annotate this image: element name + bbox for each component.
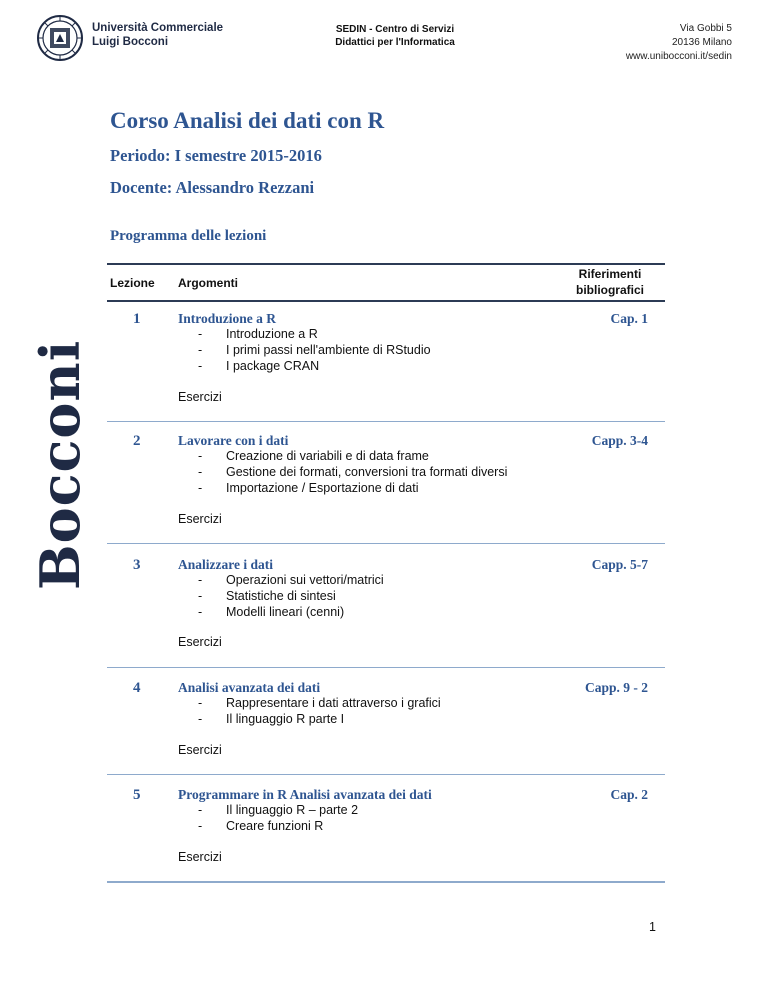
header-references-line2: bibliografici bbox=[575, 283, 644, 297]
lesson-title: Analisi avanzata dei dati bbox=[178, 680, 321, 695]
topic-item: - Creazione di variabili e di data frame bbox=[198, 448, 507, 464]
address-line1: Via Gobbi 5 bbox=[679, 23, 732, 34]
lesson-topic-list bbox=[198, 695, 441, 727]
lesson-reference: Cap. 2 bbox=[610, 787, 648, 802]
lesson-reference: Capp. 3-4 bbox=[591, 433, 648, 448]
table-bottom-rule bbox=[107, 881, 665, 883]
lesson-exercises: Esercizi bbox=[178, 512, 222, 526]
center-name-line2: Didattici per l'Informatica bbox=[335, 37, 455, 48]
program-title: Programma delle lezioni bbox=[110, 228, 267, 244]
lesson-topic-list bbox=[198, 802, 358, 834]
lesson-reference: Capp. 9 - 2 bbox=[584, 680, 648, 695]
address-line2: 20136 Milano bbox=[671, 37, 732, 48]
lesson-reference: Cap. 1 bbox=[610, 311, 648, 326]
lesson-exercises: Esercizi bbox=[178, 390, 222, 404]
topic-item: - Operazioni sui vettori/matrici bbox=[198, 572, 384, 588]
topic-item: - Il linguaggio R parte I bbox=[198, 711, 441, 727]
lesson-number: 3 bbox=[133, 557, 141, 573]
topic-item: - I package CRAN bbox=[198, 358, 431, 374]
lesson-topic-list bbox=[198, 326, 431, 374]
row-divider bbox=[107, 667, 665, 668]
topic-item: - Creare funzioni R bbox=[198, 818, 358, 834]
course-teacher: Docente: Alessandro Rezzani bbox=[110, 178, 315, 197]
row-divider bbox=[107, 543, 665, 544]
bocconi-brand-logo: Bocconi bbox=[28, 339, 92, 590]
topic-item: - Statistiche di sintesi bbox=[198, 588, 384, 604]
header-references-line1: Riferimenti bbox=[578, 267, 642, 281]
topic-item: - Importazione / Esportazione di dati bbox=[198, 480, 507, 496]
university-seal-icon bbox=[36, 14, 84, 62]
lesson-number: 1 bbox=[133, 311, 141, 327]
lesson-exercises: Esercizi bbox=[178, 743, 222, 757]
lesson-number: 4 bbox=[133, 680, 141, 696]
lesson-number: 5 bbox=[133, 787, 141, 803]
lesson-topic-list bbox=[198, 572, 384, 620]
page-number: 1 bbox=[649, 920, 656, 934]
lesson-number: 2 bbox=[133, 433, 141, 449]
university-name-line2: Luigi Bocconi bbox=[92, 36, 169, 48]
course-period: Periodo: I semestre 2015-2016 bbox=[110, 146, 322, 165]
center-name-line1: SEDIN - Centro di Servizi bbox=[335, 24, 455, 35]
lesson-title: Introduzione a R bbox=[178, 311, 277, 326]
lesson-topic-list bbox=[198, 448, 507, 496]
course-title: Corso Analisi dei dati con R bbox=[110, 108, 385, 133]
header-lesson: Lezione bbox=[110, 276, 155, 290]
lesson-exercises: Esercizi bbox=[178, 850, 222, 864]
topic-item: - Rappresentare i dati attraverso i grafici bbox=[198, 695, 441, 711]
lesson-exercises: Esercizi bbox=[178, 635, 222, 649]
topic-item: - I primi passi nell'ambiente di RStudio bbox=[198, 342, 431, 358]
lesson-title: Programmare in R Analisi avanzata dei dati bbox=[178, 787, 432, 802]
row-divider bbox=[107, 421, 665, 422]
lesson-title: Analizzare i dati bbox=[178, 557, 273, 572]
header-topics: Argomenti bbox=[178, 276, 238, 290]
topic-item: - Introduzione a R bbox=[198, 326, 431, 342]
university-name-line1: Università Commerciale bbox=[92, 22, 224, 34]
lesson-reference: Capp. 5-7 bbox=[591, 557, 648, 572]
topic-item: - Il linguaggio R – parte 2 bbox=[198, 802, 358, 818]
table-top-rule bbox=[107, 263, 665, 265]
table-header-rule bbox=[107, 300, 665, 302]
topic-item: - Modelli lineari (cenni) bbox=[198, 604, 384, 620]
topic-item: - Gestione dei formati, conversioni tra formati diversi bbox=[198, 464, 507, 480]
website-link[interactable]: www.unibocconi.it/sedin bbox=[625, 51, 732, 62]
row-divider bbox=[107, 774, 665, 775]
lesson-title: Lavorare con i dati bbox=[178, 433, 289, 448]
